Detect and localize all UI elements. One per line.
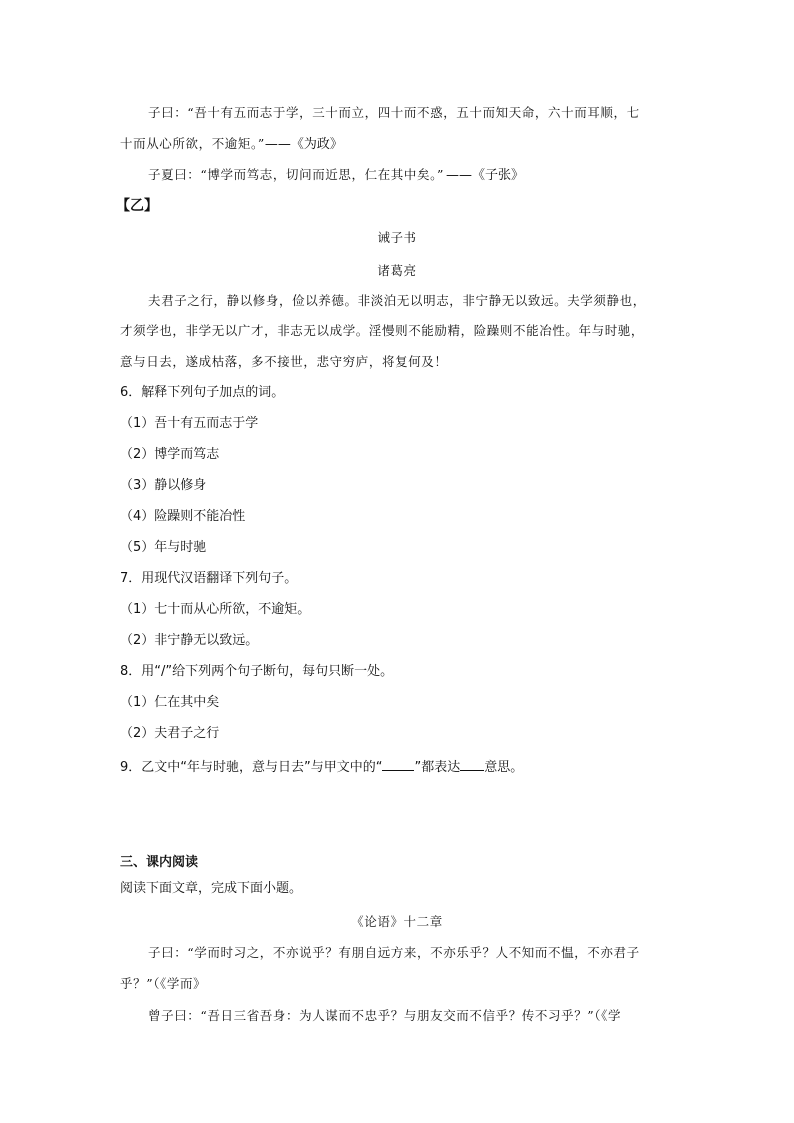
section3-line-3: 曾子曰：“吾日三省吾身：为人谋而不忠乎？与朋友交而不信乎？传不习乎？”（《学 (148, 1008, 622, 1023)
yi-line-3: 意与日去，遂成枯落，多不接世，悲守穷庐，将复何及！ (120, 354, 448, 369)
jia-line-2-text: 十而从心所欲，不逾矩。” (120, 136, 265, 151)
q9-answer-blank-1[interactable] (382, 757, 414, 771)
yi-title: 诫子书 (377, 230, 417, 245)
q6-stem: 6．解释下列句子加点的词。 (120, 385, 285, 400)
q9-part-2: ”都表达 (414, 760, 461, 775)
jia-line-3-source: ——《子张》 (445, 168, 524, 183)
q7-item-2: （2）非宁静无以致远。 (120, 633, 259, 648)
jia-line-2-source: ——《为政》 (264, 137, 343, 152)
yi-author: 诸葛亮 (377, 263, 417, 278)
q9-answer-blank-2[interactable] (460, 757, 484, 771)
q7-stem: 7．用现代汉语翻译下列句子。 (120, 571, 298, 586)
yi-line-2: 才须学也，非学无以广才，非志无以成学。淫慢则不能励精，险躁则不能冶性。年与时驰， (120, 323, 645, 338)
q9-stem (120, 757, 523, 777)
q9-part-3: 意思。 (484, 760, 524, 775)
yi-label: 【乙】 (116, 198, 158, 214)
q8-item-2: （2）夫君子之行 (120, 726, 220, 741)
q8-stem: 8．用“/”给下列两个句子断句，每句只断一处。 (120, 664, 394, 679)
q8-item-1: （1）仁在其中矣 (120, 695, 220, 710)
jia-line-3-text: 子夏曰：“博学而笃志，切问而近思，仁在其中矣。” (148, 167, 444, 182)
jia-line-2 (120, 135, 343, 154)
section3-line-2: 乎？”（《学而》 (120, 976, 207, 991)
q9-part-1: 9．乙文中“年与时驰，意与日去”与甲文中的“ (120, 760, 383, 775)
q6-item-1: （1）吾十有五而志于学 (120, 416, 259, 431)
section3-line-1: 子曰：“学而时习之，不亦说乎？有朋自远方来，不亦乐乎？人不知而不愠，不亦君子 (148, 945, 640, 960)
section3-heading: 三、课内阅读 (120, 855, 199, 870)
q6-item-2: （2）博学而笃志 (120, 447, 220, 462)
q6-item-4: （4）险躁则不能冶性 (120, 509, 246, 524)
jia-line-3 (148, 166, 524, 185)
yi-line-1: 夫君子之行，静以修身，俭以养德。非淡泊无以明志，非宁静无以致远。夫学须静也， (148, 293, 646, 308)
q6-item-3: （3）静以修身 (120, 478, 207, 493)
q7-item-1: （1）七十而从心所欲，不逾矩。 (120, 602, 311, 617)
section3-instruction: 阅读下面文章，完成下面小题。 (120, 881, 303, 896)
jia-line-1: 子曰：“吾十有五而志于学，三十而立，四十而不惑，五十而知天命，六十而耳顺，七 (148, 105, 640, 120)
q6-item-5: （5）年与时驰 (120, 540, 207, 555)
section3-title: 《论语》十二章 (351, 914, 443, 929)
